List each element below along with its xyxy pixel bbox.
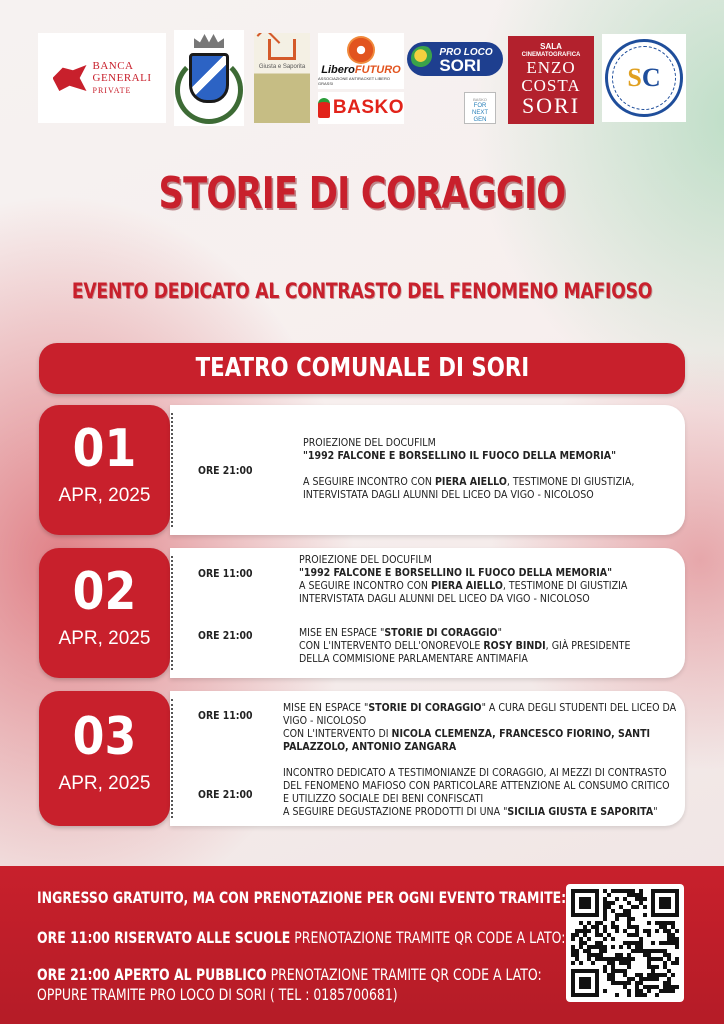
film-title: "1992 FALCONE E BORSELLINO IL FUOCO DELLA MEMORIA" [299, 566, 613, 579]
event-time: ORE 21:00 [198, 464, 253, 477]
qr-code-icon [571, 889, 679, 997]
banca-generali-logo [38, 33, 166, 123]
crown-icon [194, 34, 224, 48]
basko-for-next-gen-logo [464, 92, 496, 124]
poster-subtitle: EVENTO DEDICATO AL CONTRASTO DEL FENOMENO MAFIOSO [71, 279, 653, 303]
qr-modules [571, 889, 679, 997]
event-description [283, 766, 670, 818]
libero-subtitle: ASSOCIAZIONE ANTIRACKET LIBERO GRASSI [318, 76, 390, 86]
date-badge [39, 405, 170, 535]
guest-name: ROSY BINDI [483, 639, 546, 652]
fornext-line4: GEN [473, 117, 487, 123]
booking-footer [0, 866, 724, 1024]
sala-line2: CINEMATOGRAFICA [521, 52, 581, 58]
desc-line: DEL FENOMENO MAFIOSO CON PARTICOLARE ATTENZIONE AL CONSUMO CRITICO [283, 779, 670, 792]
event-description [299, 553, 627, 605]
date-day: 01 [72, 419, 137, 479]
proloco-line1: PRO LOCO [439, 47, 493, 58]
house-icon [268, 39, 296, 60]
desc-text: , TESTIMONE DI GIUSTIZIA [502, 579, 628, 592]
desc-text: CON L'INTERVENTO DELL'ONOREVOLE [299, 639, 484, 652]
sala-enzo-costa-logo [508, 36, 594, 124]
date-day: 02 [72, 562, 137, 622]
event-time: ORE 21:00 [198, 788, 253, 801]
desc-text: " A CURA DEGLI STUDENTI DEL LICEO DA [481, 701, 677, 714]
guest-names: NICOLA CLEMENZA, FRANCESCO FIORINO, SANTI [391, 727, 651, 740]
desc-text: MISE EN ESPACE " [283, 701, 369, 714]
generali-line2: GENERALI [92, 71, 152, 84]
free-entry-text: INGRESSO GRATUITO, MA CON PRENOTAZIONE PER OGNI EVENTO TRAMITE: [37, 888, 567, 907]
basko-leaf-icon [318, 98, 330, 118]
date-month: APR, 2025 [58, 628, 151, 649]
sala-line5: SORI [521, 93, 581, 118]
show-title: STORIE DI CORAGGIO [368, 701, 482, 714]
wreath-icon [175, 56, 243, 124]
desc-line: VIGO - NICOLOSO [283, 714, 367, 727]
desc-line: E UTILIZZO SOCIALE DEI BENI CONFISCATI [283, 792, 484, 805]
fornext-line2: FOR [473, 103, 487, 109]
venue-name: TEATRO COMUNALE DI SORI [195, 353, 529, 383]
fornext-line3: NEXT [471, 110, 488, 116]
isc-letter-c: C [641, 63, 661, 92]
schedule-card [170, 548, 685, 678]
desc-line: INCONTRO DEDICATO A TESTIMONIANZE DI CORAGGIO, AI MEZZI DI CONTRASTO [283, 766, 667, 779]
isc-letter-s: S [627, 63, 642, 92]
desc-line: PROIEZIONE DEL DOCUFILM [299, 553, 432, 566]
sala-line3: ENZO [526, 58, 576, 77]
desc-line: DELLA COMMISIONE PARLAMENTARE ANTIMAFIA [299, 652, 528, 665]
date-month: APR, 2025 [58, 485, 151, 506]
schedule-card [170, 691, 685, 826]
pro-loco-contact: OPPURE TRAMITE PRO LOCO DI SORI ( TEL : 0185700681) [37, 985, 398, 1004]
generali-line3: PRIVATE [92, 85, 132, 95]
date-badge [39, 548, 170, 678]
desc-line: INTERVISTATA DAGLI ALUNNI DEL LICEO DA VIGO - NICOLOSO [303, 488, 594, 501]
tasting-name: SICILIA GIUSTA E SAPORITA [507, 805, 654, 818]
desc-text: A SEGUIRE INCONTRO CON [299, 579, 431, 592]
basko-name: BASKO [332, 97, 404, 118]
basko-logo [318, 92, 404, 124]
istituto-logo [602, 34, 686, 122]
guest-name: PIERA AIELLO [430, 579, 503, 592]
event-time: ORE 11:00 [198, 567, 253, 580]
day-block-3 [39, 691, 685, 826]
generali-line1: BANCA [92, 59, 134, 72]
libero-name-b: FUTURO [354, 64, 401, 76]
proloco-line2: SORI [439, 56, 481, 75]
event-description [299, 626, 630, 665]
booking-qr-code[interactable] [566, 884, 684, 1002]
guest-name: PIERA AIELLO [434, 475, 507, 488]
isc-ring-decoration [612, 46, 676, 110]
event-time: ORE 21:00 [198, 629, 253, 642]
sala-line4: COSTA [521, 76, 581, 95]
desc-text: MISE EN ESPACE " [299, 626, 385, 639]
desc-line: PROIEZIONE DEL DOCUFILM [303, 436, 436, 449]
libero-futuro-logo [318, 33, 404, 89]
lion-icon [53, 65, 87, 91]
venue-banner [39, 343, 685, 394]
film-title: "1992 FALCONE E BORSELLINO IL FUOCO DELLA MEMORIA" [303, 449, 617, 462]
sun-icon [347, 36, 375, 64]
giusta-text: Giusta e Saporita [258, 64, 306, 70]
sori-crest-logo [174, 30, 244, 126]
desc-text: CON L'INTERVENTO DI [283, 727, 392, 740]
date-day: 03 [72, 707, 137, 767]
event-description [283, 701, 676, 753]
day-block-1 [39, 405, 685, 535]
desc-text: A SEGUIRE INCONTRO CON [303, 475, 435, 488]
pro-loco-sori-logo [406, 33, 504, 85]
date-month: APR, 2025 [58, 773, 151, 794]
public-booking-text: PRENOTAZIONE TRAMITE QR CODE A LATO: [266, 965, 542, 984]
show-title: STORIE DI CORAGGIO [384, 626, 498, 639]
sala-line1: SALA [540, 42, 562, 51]
public-time: ORE 21:00 APERTO AL PUBBLICO [37, 965, 267, 984]
guest-names: PALAZZOLO, ANTONIO ZANGARA [283, 740, 457, 753]
date-badge [39, 691, 170, 826]
poster-title: STORIE DI CORAGGIO [158, 168, 566, 219]
desc-text: " [497, 626, 502, 639]
event-time: ORE 11:00 [198, 709, 253, 722]
desc-text: , TESTIMONE DI GIUSTIZIA, [506, 475, 635, 488]
desc-text: " [653, 805, 658, 818]
schedule-card [170, 405, 685, 535]
libero-name-a: Libero [321, 64, 355, 76]
sponsor-logo-strip [36, 30, 688, 130]
day-block-2 [39, 548, 685, 678]
schools-time: ORE 11:00 RISERVATO ALLE SCUOLE [37, 928, 291, 947]
desc-text: A SEGUIRE DEGUSTAZIONE PRODOTTI DI UNA " [283, 805, 508, 818]
giusta-saporita-logo [254, 33, 310, 123]
desc-line: INTERVISTATA DAGLI ALUNNI DEL LICEO DA VIGO - NICOLOSO [299, 592, 590, 605]
schools-booking-text: PRENOTAZIONE TRAMITE QR CODE A LATO: [290, 928, 566, 947]
fornext-line1: BASKO [473, 97, 487, 102]
desc-text: , GIÀ PRESIDENTE [545, 639, 631, 652]
event-description [303, 436, 634, 501]
